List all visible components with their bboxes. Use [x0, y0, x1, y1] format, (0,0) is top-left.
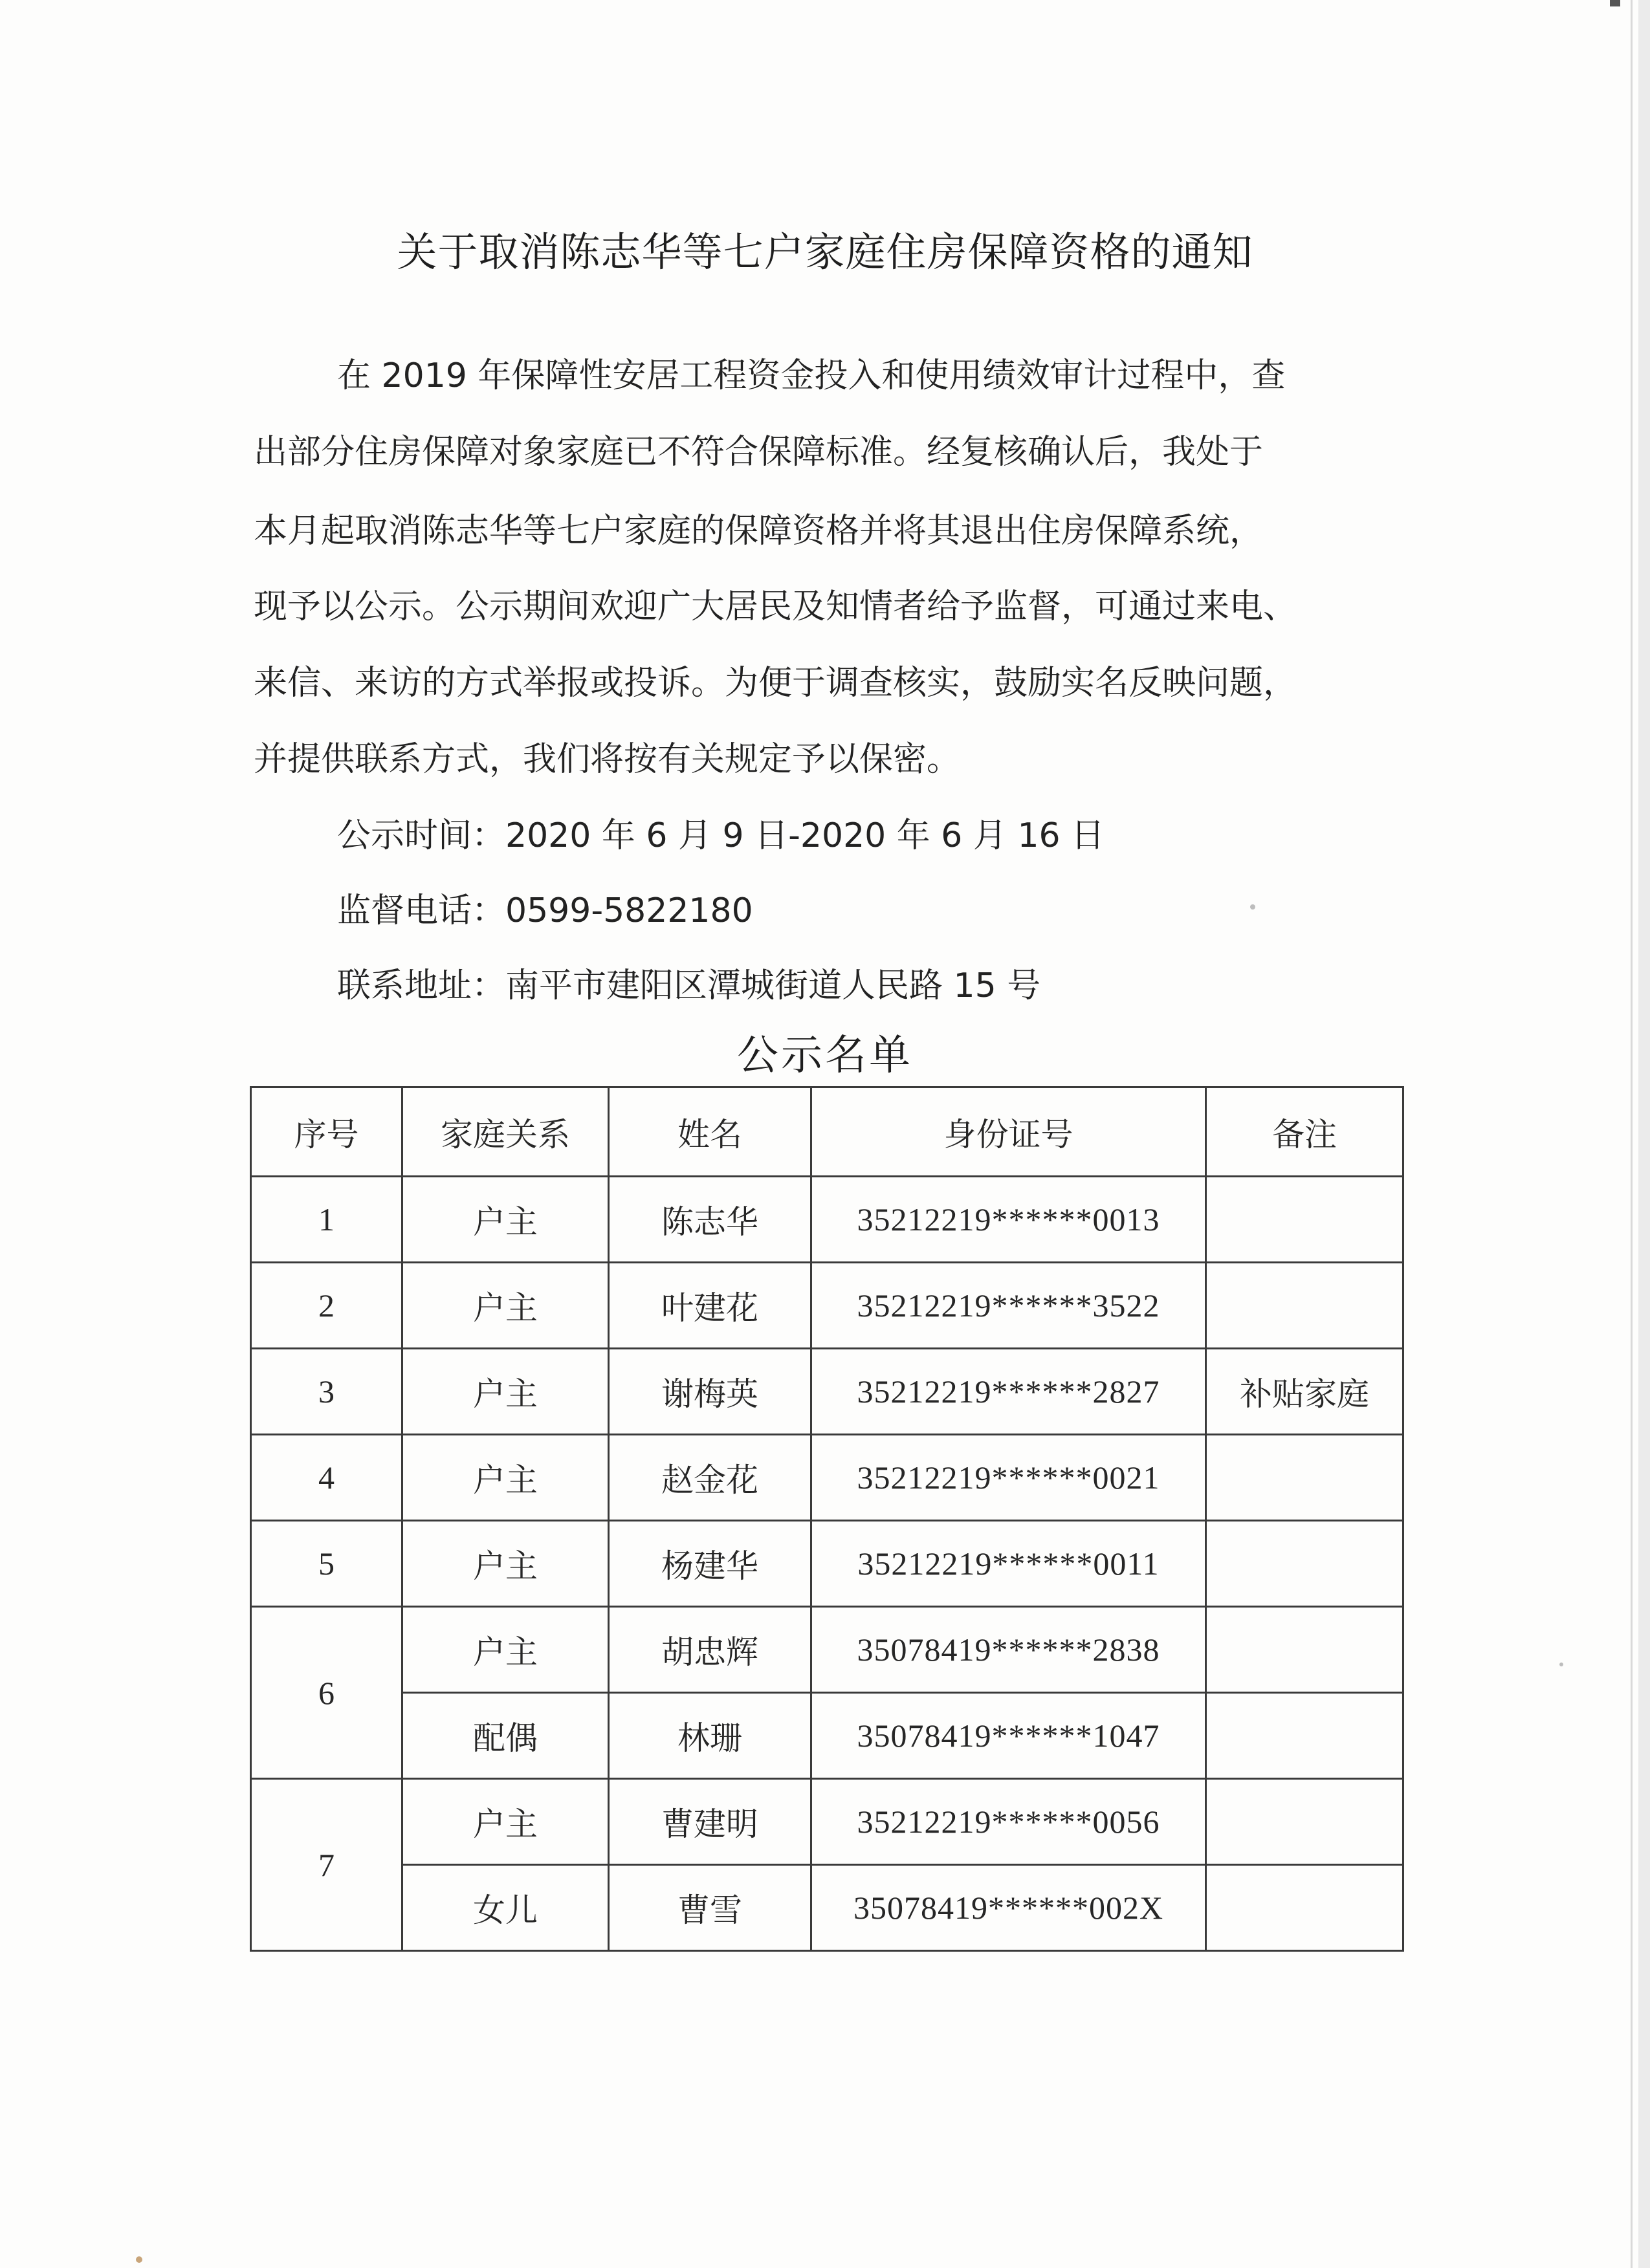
body-line: 并提供联系方式，我们将按有关规定予以保密。	[254, 740, 961, 779]
cell-note	[1206, 1779, 1403, 1865]
cell-note: 补贴家庭	[1206, 1349, 1403, 1435]
cell-no: 7	[251, 1779, 402, 1951]
cell-relation: 户主	[402, 1607, 609, 1693]
table-row	[251, 1865, 1403, 1951]
table-row	[251, 1263, 1403, 1349]
cell-relation: 户主	[402, 1435, 609, 1521]
body-line: 来信、来访的方式举报或投诉。为便于调查核实，鼓励实名反映问题，	[254, 664, 1297, 703]
table-row	[251, 1521, 1403, 1607]
cell-no: 5	[251, 1521, 402, 1607]
cell-id: 35078419******1047	[811, 1693, 1206, 1779]
table-row	[251, 1779, 1403, 1865]
table-row	[251, 1607, 1403, 1693]
header-note: 备注	[1206, 1087, 1403, 1177]
cell-note	[1206, 1263, 1403, 1349]
scan-speck	[1559, 1663, 1563, 1666]
cell-name: 赵金花	[609, 1435, 811, 1521]
scan-mark	[1610, 0, 1620, 6]
notice-period: 公示时间：2020 年 6 月 9 日-2020 年 6 月 16 日	[337, 816, 1105, 855]
body-line: 现予以公示。公示期间欢迎广大居民及知情者给予监督，可通过来电、	[254, 587, 1297, 626]
cell-no: 4	[251, 1435, 402, 1521]
cell-name: 胡忠辉	[609, 1607, 811, 1693]
table-row	[251, 1349, 1403, 1435]
cell-id: 35078419******2838	[811, 1607, 1206, 1693]
cell-relation: 配偶	[402, 1693, 609, 1779]
cell-id: 35212219******0021	[811, 1435, 1206, 1521]
cell-no: 1	[251, 1177, 402, 1263]
cell-note	[1206, 1865, 1403, 1951]
cell-id: 35212219******2827	[811, 1349, 1206, 1435]
supervision-phone: 监督电话：0599-5822180	[337, 891, 753, 930]
notice-table	[250, 1086, 1404, 1952]
cell-relation: 户主	[402, 1521, 609, 1607]
cell-note	[1206, 1435, 1403, 1521]
body-line: 出部分住房保障对象家庭已不符合保障标准。经复核确认后，我处于	[254, 433, 1264, 472]
cell-id: 35212219******0011	[811, 1521, 1206, 1607]
header-relation: 家庭关系	[402, 1087, 609, 1177]
cell-relation: 户主	[402, 1349, 609, 1435]
cell-name: 曹建明	[609, 1779, 811, 1865]
table-row	[251, 1177, 1403, 1263]
cell-note	[1206, 1521, 1403, 1607]
scan-speck	[136, 2256, 142, 2263]
cell-id: 35212219******0056	[811, 1779, 1206, 1865]
cell-name: 杨建华	[609, 1521, 811, 1607]
list-title: 公示名单	[737, 1032, 913, 1080]
cell-relation: 户主	[402, 1263, 609, 1349]
header-id: 身份证号	[811, 1087, 1206, 1177]
cell-relation: 户主	[402, 1177, 609, 1263]
cell-id: 35078419******002X	[811, 1865, 1206, 1951]
cell-no: 2	[251, 1263, 402, 1349]
document-title: 关于取消陈志华等七户家庭住房保障资格的通知	[397, 228, 1253, 276]
scan-edge	[1631, 0, 1633, 2268]
cell-note	[1206, 1607, 1403, 1693]
cell-id: 35212219******0013	[811, 1177, 1206, 1263]
cell-note	[1206, 1177, 1403, 1263]
cell-note	[1206, 1693, 1403, 1779]
header-name: 姓名	[609, 1087, 811, 1177]
scan-margin	[1638, 0, 1650, 2268]
table-row	[251, 1435, 1403, 1521]
body-line: 在 2019 年保障性安居工程资金投入和使用绩效审计过程中，查	[337, 356, 1286, 395]
cell-name: 谢梅英	[609, 1349, 811, 1435]
table-header-row	[251, 1087, 1403, 1177]
cell-id: 35212219******3522	[811, 1263, 1206, 1349]
contact-address: 联系地址：南平市建阳区潭城街道人民路 15 号	[337, 966, 1041, 1005]
cell-name: 曹雪	[609, 1865, 811, 1951]
cell-name: 陈志华	[609, 1177, 811, 1263]
cell-name: 叶建花	[609, 1263, 811, 1349]
cell-name: 林珊	[609, 1693, 811, 1779]
cell-no: 3	[251, 1349, 402, 1435]
table-row	[251, 1693, 1403, 1779]
header-no: 序号	[251, 1087, 402, 1177]
cell-relation: 户主	[402, 1779, 609, 1865]
cell-relation: 女儿	[402, 1865, 609, 1951]
body-line: 本月起取消陈志华等七户家庭的保障资格并将其退出住房保障系统，	[254, 512, 1264, 551]
cell-no: 6	[251, 1607, 402, 1779]
